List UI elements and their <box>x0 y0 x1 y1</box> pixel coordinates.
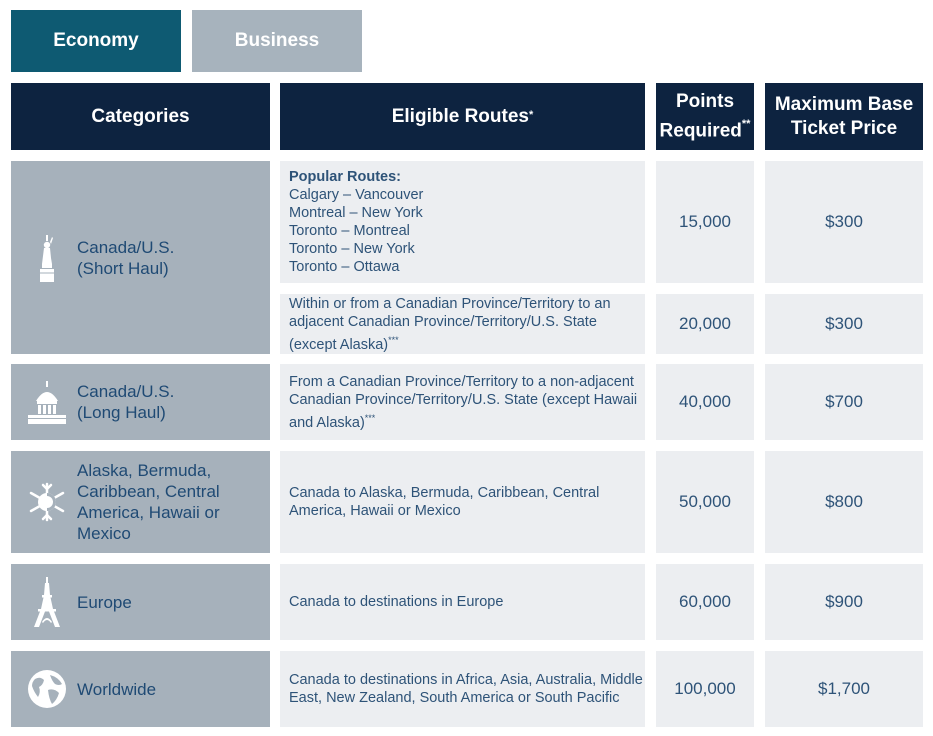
header-max-price <box>765 83 923 150</box>
category-label-line: Mexico <box>77 524 131 543</box>
header-categories-label: Categories <box>91 105 190 127</box>
route-text: Canada to Alaska, Bermuda, Caribbean, Central America, Hawaii or Mexico <box>289 485 600 519</box>
route-sun-destinations <box>280 451 645 553</box>
points-value: 50,000 <box>679 492 731 511</box>
category-label-line2: (Long Haul) <box>77 403 166 422</box>
price-cell <box>765 651 923 727</box>
statue-of-liberty-icon <box>25 234 69 282</box>
price-cell <box>765 451 923 553</box>
category-label-line: Caribbean, Central <box>77 482 220 501</box>
price-cell <box>765 161 923 283</box>
points-value: 40,000 <box>679 392 731 411</box>
route-text: Within or from a Canadian Province/Territory to an adjacent Canadian Province/Territory/U.S. State (except Alaska) <box>289 295 611 353</box>
header-price-line1: Maximum Base <box>774 93 914 115</box>
popular-route-item: Toronto – Ottawa <box>289 259 400 275</box>
tab-economy[interactable] <box>11 10 181 72</box>
header-points-footnote-mark: ** <box>741 117 751 130</box>
price-value: $800 <box>825 492 863 511</box>
tab-economy-label: Economy <box>53 30 139 51</box>
category-label-line: Alaska, Bermuda, <box>77 461 212 480</box>
route-long-haul <box>280 364 645 440</box>
category-label: Worldwide <box>77 679 157 699</box>
eiffel-tower-icon <box>25 578 69 626</box>
category-long-haul <box>11 364 270 440</box>
popular-route-item: Montreal – New York <box>289 205 423 221</box>
popular-route-item: Toronto – Montreal <box>289 223 410 239</box>
capitol-building-icon <box>25 378 69 426</box>
price-value: $300 <box>825 314 863 333</box>
header-points-required <box>656 83 754 150</box>
header-eligible-routes <box>280 83 645 150</box>
category-worldwide <box>11 651 270 727</box>
route-worldwide <box>280 651 645 727</box>
price-cell <box>765 294 923 354</box>
popular-routes-title: Popular Routes: <box>289 169 401 185</box>
header-price-line2: Ticket Price <box>790 117 898 139</box>
tab-business[interactable] <box>192 10 362 72</box>
points-cell <box>656 161 754 283</box>
route-text: From a Canadian Province/Territory to a non-adjacent Canadian Province/Territory/U.S. State (except Hawaii and Alaska) <box>289 373 638 431</box>
tab-business-label: Business <box>234 30 320 51</box>
points-value: 15,000 <box>679 212 731 231</box>
category-europe <box>11 564 270 640</box>
route-text: Canada to destinations in Europe <box>289 594 504 610</box>
header-points-line1: Points <box>675 90 735 112</box>
category-short-haul <box>11 161 270 354</box>
route-adjacent <box>280 294 645 354</box>
category-label-line: America, Hawaii or <box>77 503 220 522</box>
header-categories <box>11 83 270 150</box>
category-label-line2: (Short Haul) <box>77 258 169 278</box>
points-cell <box>656 364 754 440</box>
price-cell <box>765 564 923 640</box>
route-text: Canada to destinations in Africa, Asia, Australia, Middle East, New Zealand, South America or South Pacific <box>289 672 643 706</box>
price-cell <box>765 364 923 440</box>
category-sun-destinations <box>11 451 270 553</box>
header-routes-label: Eligible Routes <box>391 105 529 127</box>
category-label-line1: Canada/U.S. <box>77 237 175 257</box>
points-value: 100,000 <box>674 679 736 698</box>
globe-icon <box>25 665 69 713</box>
popular-route-item: Toronto – New York <box>289 241 415 257</box>
header-points-line2: Required <box>659 120 742 142</box>
price-value: $900 <box>825 592 863 611</box>
points-cell <box>656 651 754 727</box>
popular-route-item: Calgary – Vancouver <box>289 187 424 203</box>
category-label-line1: Canada/U.S. <box>77 382 175 401</box>
points-cell <box>656 564 754 640</box>
category-label: Europe <box>77 592 132 612</box>
points-value: 20,000 <box>679 314 731 333</box>
sun-snowflake-icon <box>25 478 69 526</box>
header-routes-footnote-mark: * <box>528 108 534 121</box>
points-value: 60,000 <box>679 592 731 611</box>
points-cell <box>656 294 754 354</box>
price-value: $700 <box>825 392 863 411</box>
points-cell <box>656 451 754 553</box>
route-footnote-mark: *** <box>388 334 399 345</box>
price-value: $300 <box>825 212 863 231</box>
route-popular <box>280 161 645 283</box>
route-footnote-mark: *** <box>364 412 376 423</box>
price-value: $1,700 <box>818 679 870 698</box>
route-europe <box>280 564 645 640</box>
